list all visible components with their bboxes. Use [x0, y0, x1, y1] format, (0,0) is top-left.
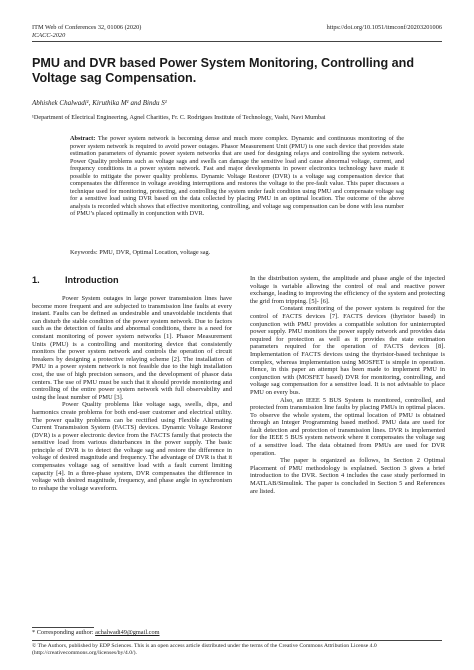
header-rule [32, 41, 442, 42]
abstract-text: The power system network is becoming dense and much more complex. Dynamic and continuous monitoring of the power system network is required to avoid power outages. Phasor Measurement Unit (PMU) is one such device that provides state estimation parameters of dynamic power system networks that are used for designing relays and controlling the system network. Power Quality problems such as voltage sags and swells can damage the sensitive load and cause abnormal voltage, current, and frequency conditions in a power system network. Fast and major developments in power electronics technology have made it possible to mitigate the power quality problems. Dynamic Voltage Restorer (DVR) is a voltage sag compensation device that compensates the difference in voltage avoiding interruptions and restores the voltage to the pre-fault value. This paper discusses a technique used for monitoring, protecting, and controlling the system under fault condition using PMU and compensate voltage sag for a sensitive load using DVR based on the data collected by placing PMU in an optimal location. The outcome of the above analysis is recorded which shows that effective monitoring, controlling, and voltage sag compensation can be done with less number of PMU’s placed optimally in conjunction with DVR. [70, 135, 404, 218]
footnote-label: * Corresponding author: [32, 629, 94, 636]
left-column [32, 275, 232, 492]
license-statement: © The Authors, published by EDP Sciences. This is an open access article distributed under the terms of the Creative Commons Attribution License 4.0 (http://creativecommons.org/licenses/by/4.0/). [32, 643, 377, 656]
paragraph: Power System outages in large power transmission lines have become more frequent and are subjected to transmission line faults at every instant. Faults can be defined as undesirable and unavoidable incidents that can disturb the stable condition of the power system network. Due to factors such as the detection of faults and abnormal conditions, there is a need for constant monitoring of power system networks [1]. Phasor Measurement Units (PMU) is a controlling and monitoring device that consistently monitors the power system network and controls the operation of circuit breakers by designing a protective relaying scheme [2]. The installation of PMU in a power system network is not feasible due to the high installation cost, the use of high precision sensors, and the development of phasor data centers. The use of PMU must be such that it should provide monitoring and controlling of the entire power system network with full observability and using the least number of PMU [3]. [32, 295, 232, 401]
section-number: 1. [32, 275, 40, 285]
author-list: Abhishek Chalwadi¹, Kiruthika M¹ and Bindu S¹ [32, 99, 167, 107]
abstract [70, 135, 404, 218]
conference-name: ICACC-2020 [32, 32, 66, 39]
footer-rule [32, 640, 442, 641]
journal-citation: ITM Web of Conferences 32, 01006 (2020) [32, 24, 142, 31]
affiliation: ¹Department of Electrical Engineering, Agnel Charities, Fr. C. Rodrigues Institute of Technology, Vashi, Navi Mumbai [32, 114, 326, 121]
keywords: Keywords: PMU, DVR, Optimal Location, voltage sag. [70, 249, 211, 256]
paragraph: In the distribution system, the amplitude and phase angle of the injected voltage is variable allowing the control of real and reactive power exchange, leading to improving the efficiency of the system and protecting the grid from tripping. [5]- [6]. [250, 275, 445, 305]
header-left [32, 24, 141, 40]
author-email-link[interactable]: achalwadi49@gmail.com [95, 629, 160, 636]
paragraph: Constant monitoring of the power system is required for the control of FACTS devices [7]. FACTS devices (thyristor based) in conjunction with PMU provides a compatible solution for uninterrupted power supply. PMU monitors the power supply network and provides data required for protection as well as it provides the state estimation parameters required for the operation of FACTS devices [8]. Implementation of FACTS devices using the thyristor-based technique is complex, whereas implementation using MOSFET is simple in operation. Hence, in this paper an attempt has been made to implement PMU in conjunction with (MOSFET based) DVR for monitoring, controlling, and voltage sag compensation for a sensitive load. It is not advisable to place PMU on every bus. [250, 305, 445, 396]
corresponding-author-note [32, 629, 160, 636]
paragraph: Power Quality problems like voltage sags, swells, dips, and harmonics create problems for both end-user customer and electrical utility. The power quality problems can be rectified using Flexible Alternating Current Transmission System (FACTS) devices. Dynamic Voltage Restorer (DVR) is a power electronic device from the FACTS family that protects the sensitive load from various disturbances in the power supply. The basic principle of DVR is to detect the voltage sag and restore the difference in voltage of desired magnitude and frequency. The advantage of DVR is that it compensates voltage sag of sensitive load with a fault current limiting capacity [4]. In a three-phase system, DVR compensates the difference in voltage with desired magnitude, frequency, and phase angle in synchronism to reshape the voltage waveform. [32, 401, 232, 492]
footnote-rule [32, 627, 94, 628]
doi-link[interactable]: https://doi.org/10.1051/itmconf/20203201006 [326, 24, 442, 31]
paragraph: Also, an IEEE 5 BUS System is monitored, controlled, and protected from transmission line faults by placing PMUs in optimal places. To observe the whole system, the optimal location of PMU is obtained through an Integer Programming based method. PMU data are used for fault detection and protection of transmission lines. DVR is implemented for the IEEE 5 BUS system network where it compensates the voltage sag of a sensitive load. The data obtained from PMUs are used for DVR operation. [250, 396, 445, 457]
section-title: Introduction [65, 275, 119, 285]
paragraph: The paper is organized as follows, In Section 2 Optimal Placement of PMU methodology is explained. Section 3 gives a brief introduction to the DVR. Section 4 includes the case study performed in MATLAB/Simulink. The paper is concluded in Section 5 and References are listed. [250, 457, 445, 495]
abstract-label: Abstract: [70, 135, 96, 142]
section-heading [32, 275, 232, 285]
paper-title: PMU and DVR based Power System Monitoring, Controlling and Voltage sag Compensation. [32, 56, 415, 85]
right-column [250, 275, 445, 495]
